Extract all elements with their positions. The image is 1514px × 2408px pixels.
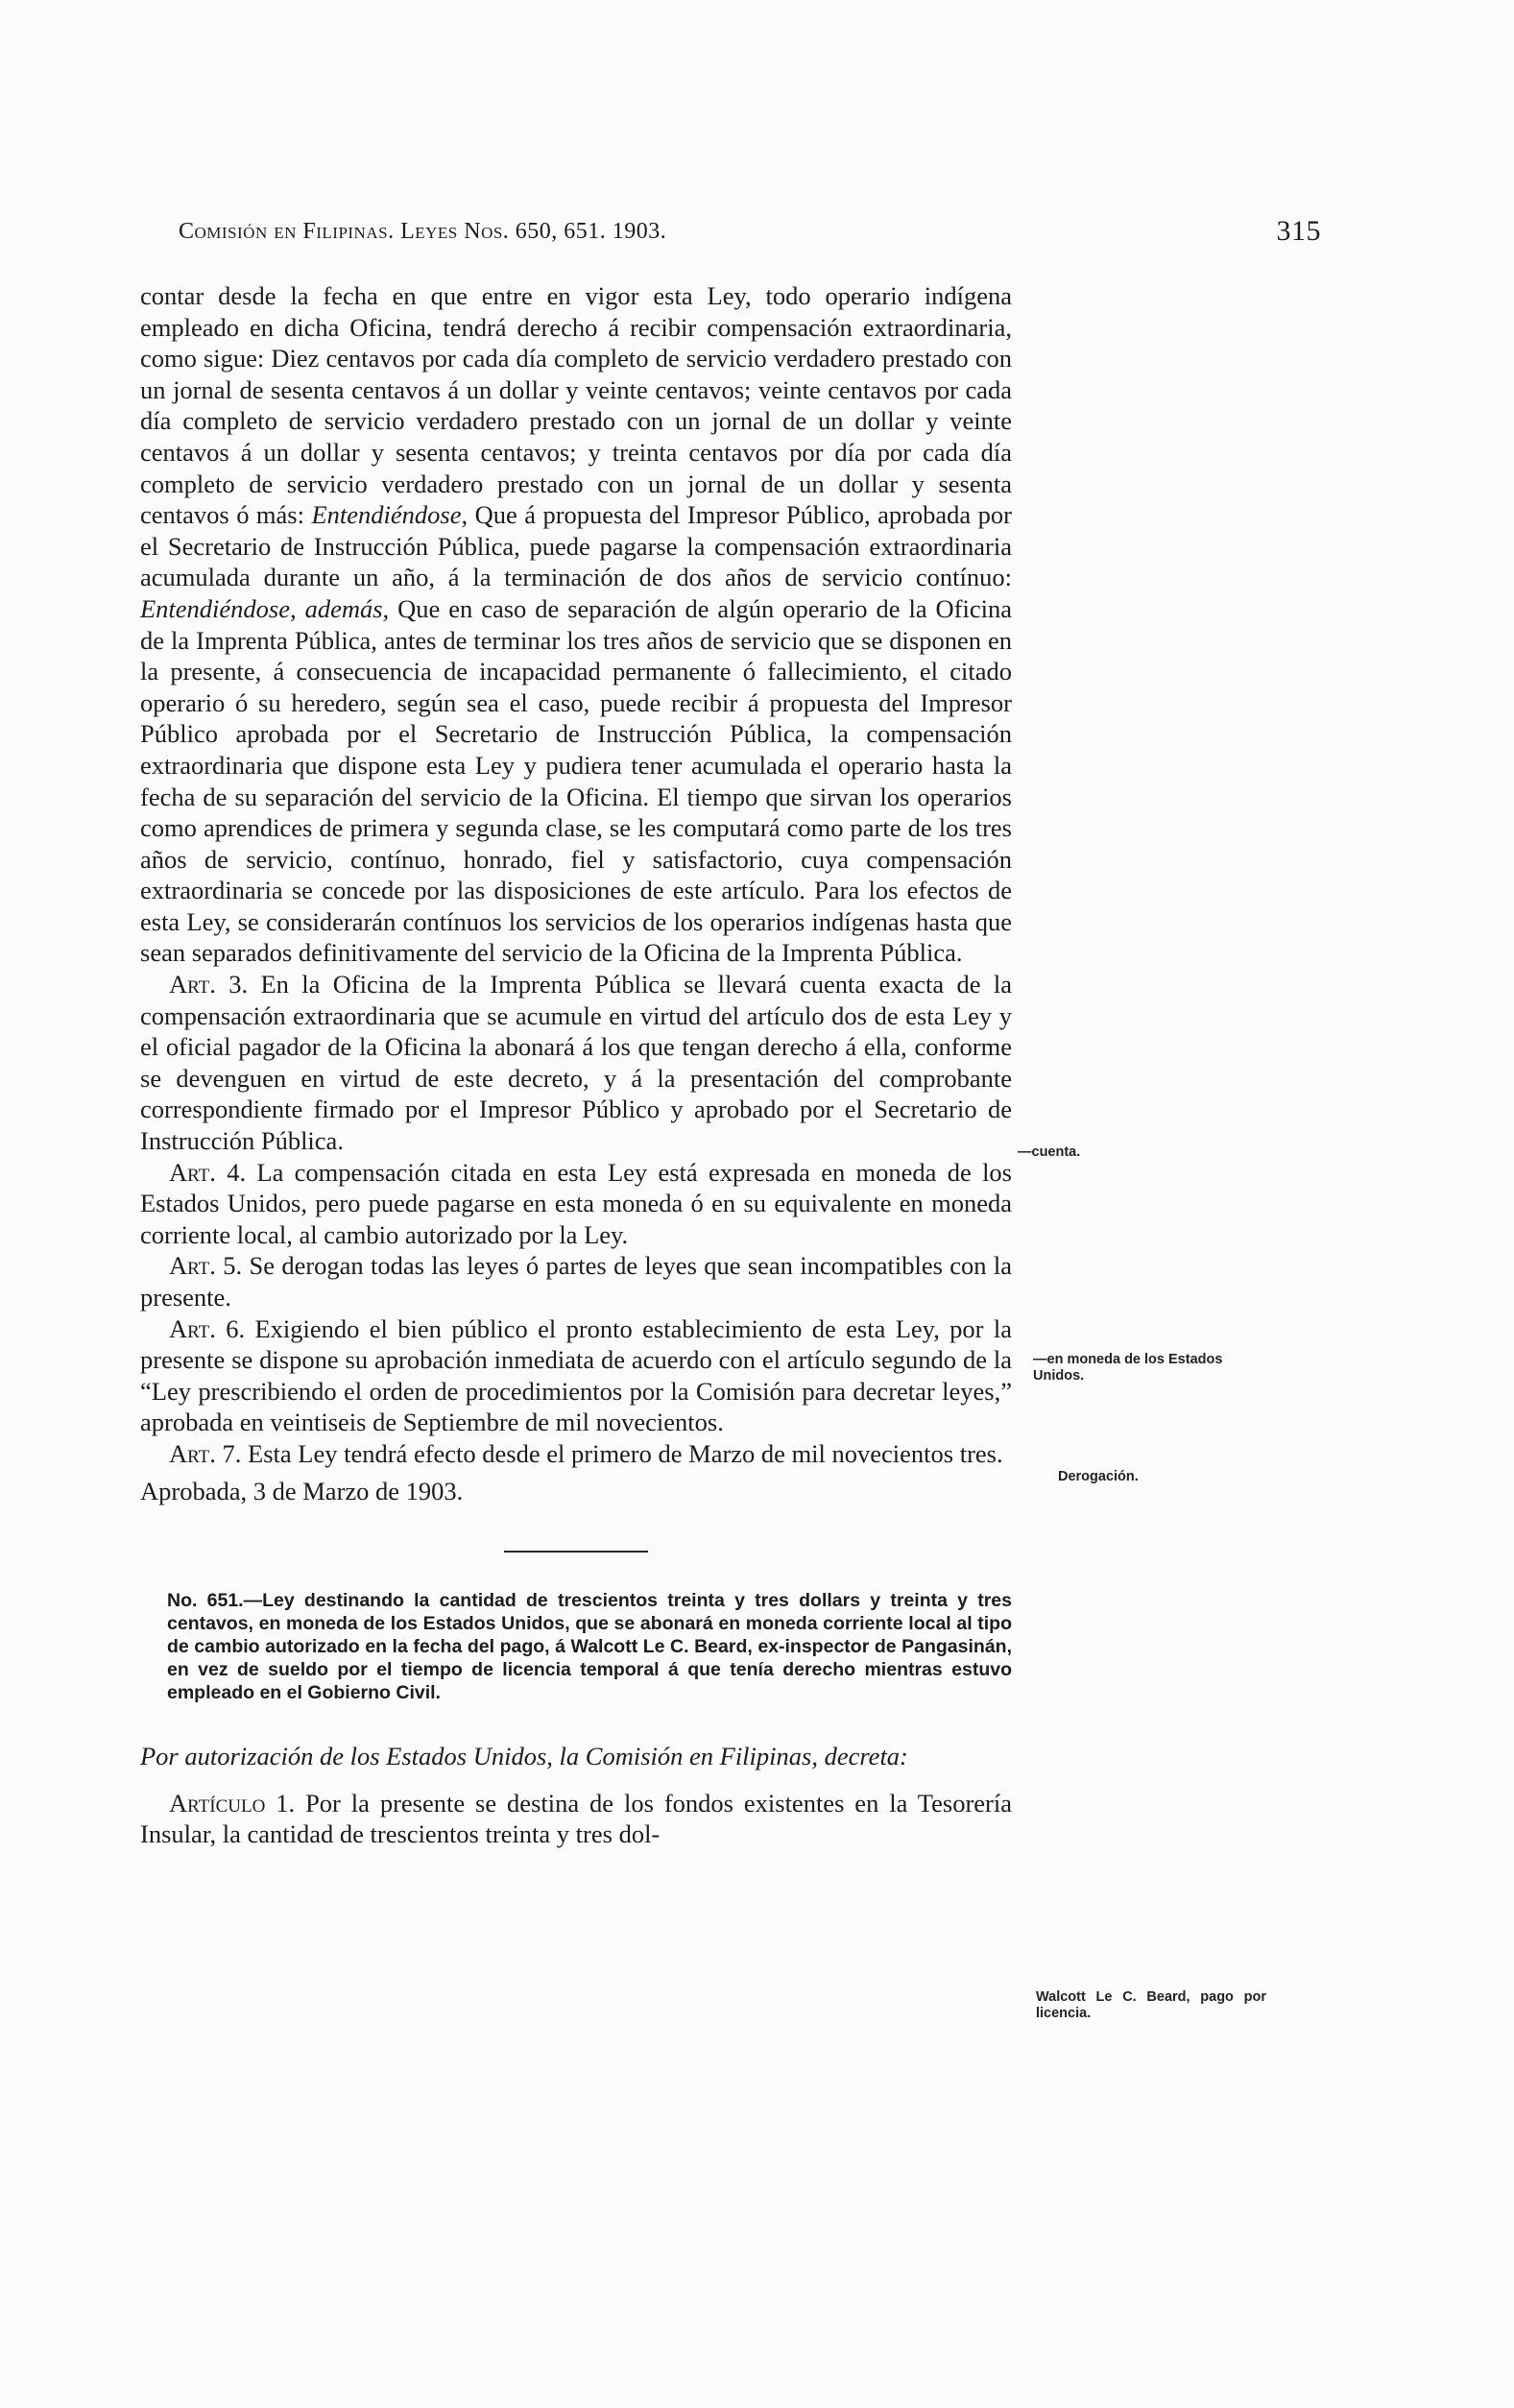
article-label: Art. 3. xyxy=(169,970,249,999)
article-text: La compensación citada en esta Ley está expresada en moneda de los Estados Unidos, pero puede pagarse en esta moneda ó en su equivalente en moneda corriente local, al cambio autorizado por la Ley. xyxy=(140,1157,1012,1249)
article-text: Por la presente se destina de los fondos existentes en la Tesorería Insular, la cantidad de trescientos treinta y tres dol- xyxy=(140,1788,1013,1849)
article-label: Artículo 1. xyxy=(169,1788,296,1818)
article-text: En la Oficina de la Imprenta Pública se llevará cuenta exacta de la compensación extraordinaria que se acumule en virtud del artículo dos de esta Ley y el oficial pagador de la Oficina la abonará á los que tengan derecho á ella, conforme se devenguen en virtud de este decreto, y á la presentación del comprobante correspondiente firmado por el Impresor Público y aprobado por el Secretario de Instrucción Pública. xyxy=(140,970,1012,1156)
paragraph-text: Que en caso de separación de algún operario de la Oficina de la Imprenta Pública, antes de terminar los tres años de servicio que se disponen en la presente, á consecuencia de incapacidad permanente ó fallecimiento, el citado operario ó su heredero, según sea el caso, puede recibir á propuesta del Impresor Público aprobada por el Secretario de Instrucción Pública, la compensación extraordinaria que dispone esta Ley y pudiera tener acumulada el operario hasta la fecha de su separación del servicio de la Oficina. El tiempo que sirvan los operarios como aprendices de primera y segunda clase, se les computará como parte de los tres años de servicio, contínuo, honrado, fiel y satisfactorio, cuya compensación extraordinaria se concede por las disposiciones de este artículo. Para los efectos de esta Ley, se considerarán contínuos los servicios de los operarios indígenas hasta que sean separados definitivamente del servicio de la Oficina de la Imprenta Pública. xyxy=(140,593,1012,968)
article-text: Exigiendo el bien público el pronto establecimiento de esta Ley, por la presente se dispone su aprobación inmediata de acuerdo con el artículo segundo de la “Ley prescribiendo el orden de procedimientos por la Comisión para decretar leyes,” aprobada en veintiseis de Septiembre de mil novecientos. xyxy=(140,1313,1012,1437)
page-number: 315 xyxy=(1276,215,1321,247)
article-1 xyxy=(140,1788,1012,1850)
article-label: Art. 4. xyxy=(169,1157,247,1187)
margin-note-cuenta: —cuenta. xyxy=(1018,1144,1081,1160)
text-column xyxy=(140,280,1012,1850)
enacting-clause: Por autorización de los Estados Unidos, la Comisión en Filipinas, decreta: xyxy=(140,1742,908,1771)
paragraph-continuation xyxy=(140,280,1012,969)
margin-note-derogacion: Derogación. xyxy=(1058,1469,1139,1484)
margin-note-walcott: Walcott Le C. Beard, pago por licencia. xyxy=(1036,1989,1266,2021)
proviso-label: Entendiéndose, además, xyxy=(140,593,390,623)
section-divider xyxy=(504,1551,648,1553)
approval-date: Aprobada, 3 de Marzo de 1903. xyxy=(140,1476,464,1505)
running-header xyxy=(179,215,1321,247)
article-7 xyxy=(140,1438,1012,1470)
article-5 xyxy=(140,1250,1012,1312)
header-title: Comisión en Filipinas. Leyes Nos. 650, 651. 1903. xyxy=(179,219,667,244)
article-label: Art. 7. xyxy=(169,1438,242,1468)
paragraph-text: Que á propuesta del Impresor Público, aprobada por el Secretario de Instrucción Pública, puede pagarse la compensación extraordinaria acumulada durante un año, á la terminación de dos años de servicio contínuo: xyxy=(140,500,1012,592)
article-6 xyxy=(140,1313,1012,1438)
margin-note-moneda: —en moneda de los Estados Unidos. xyxy=(1033,1352,1223,1384)
article-4 xyxy=(140,1157,1012,1251)
article-3 xyxy=(140,969,1012,1157)
article-text: Se derogan todas las leyes ó partes de leyes que sean incompatibles con la presente. xyxy=(140,1251,1012,1312)
proviso-label: Entendiéndose, xyxy=(311,500,469,530)
article-text: Esta Ley tendrá efecto desde el primero de Marzo de mil novecientos tres. xyxy=(248,1438,1003,1468)
paragraph-text: contar desde la fecha en que entre en vigor esta Ley, todo operario indígena empleado en dicha Oficina, tendrá derecho á recibir compensación extraordinaria, como sigue: Diez centavos por cada día completo de servicio verdadero prestado con un jornal de sesenta centavos á un dollar y veinte centavos; veinte centavos por cada día completo de servicio verdadero prestado con un jornal de un dollar y veinte centavos á un dollar y sesenta centavos; y treinta centavos por día por cada día completo de servicio verdadero prestado con un jornal de un dollar y sesenta centavos ó más: xyxy=(140,281,1012,530)
article-label: Art. 6. xyxy=(169,1313,246,1343)
article-label: Art. 5. xyxy=(169,1251,243,1281)
law-651-title: No. 651.—Ley destinando la cantidad de trescientos treinta y tres dollars y treinta y tres centavos, en moneda de los Estados Unidos, que se abonará en moneda corriente local al tipo de cambio autorizado en la fecha del pago, á Walcott Le C. Beard, ex-inspector de Pangasinán, en vez de sueldo por el tiempo de licencia temporal á que tenía derecho mientras estuvo empleado en el Gobierno Civil. xyxy=(167,1590,1012,1704)
